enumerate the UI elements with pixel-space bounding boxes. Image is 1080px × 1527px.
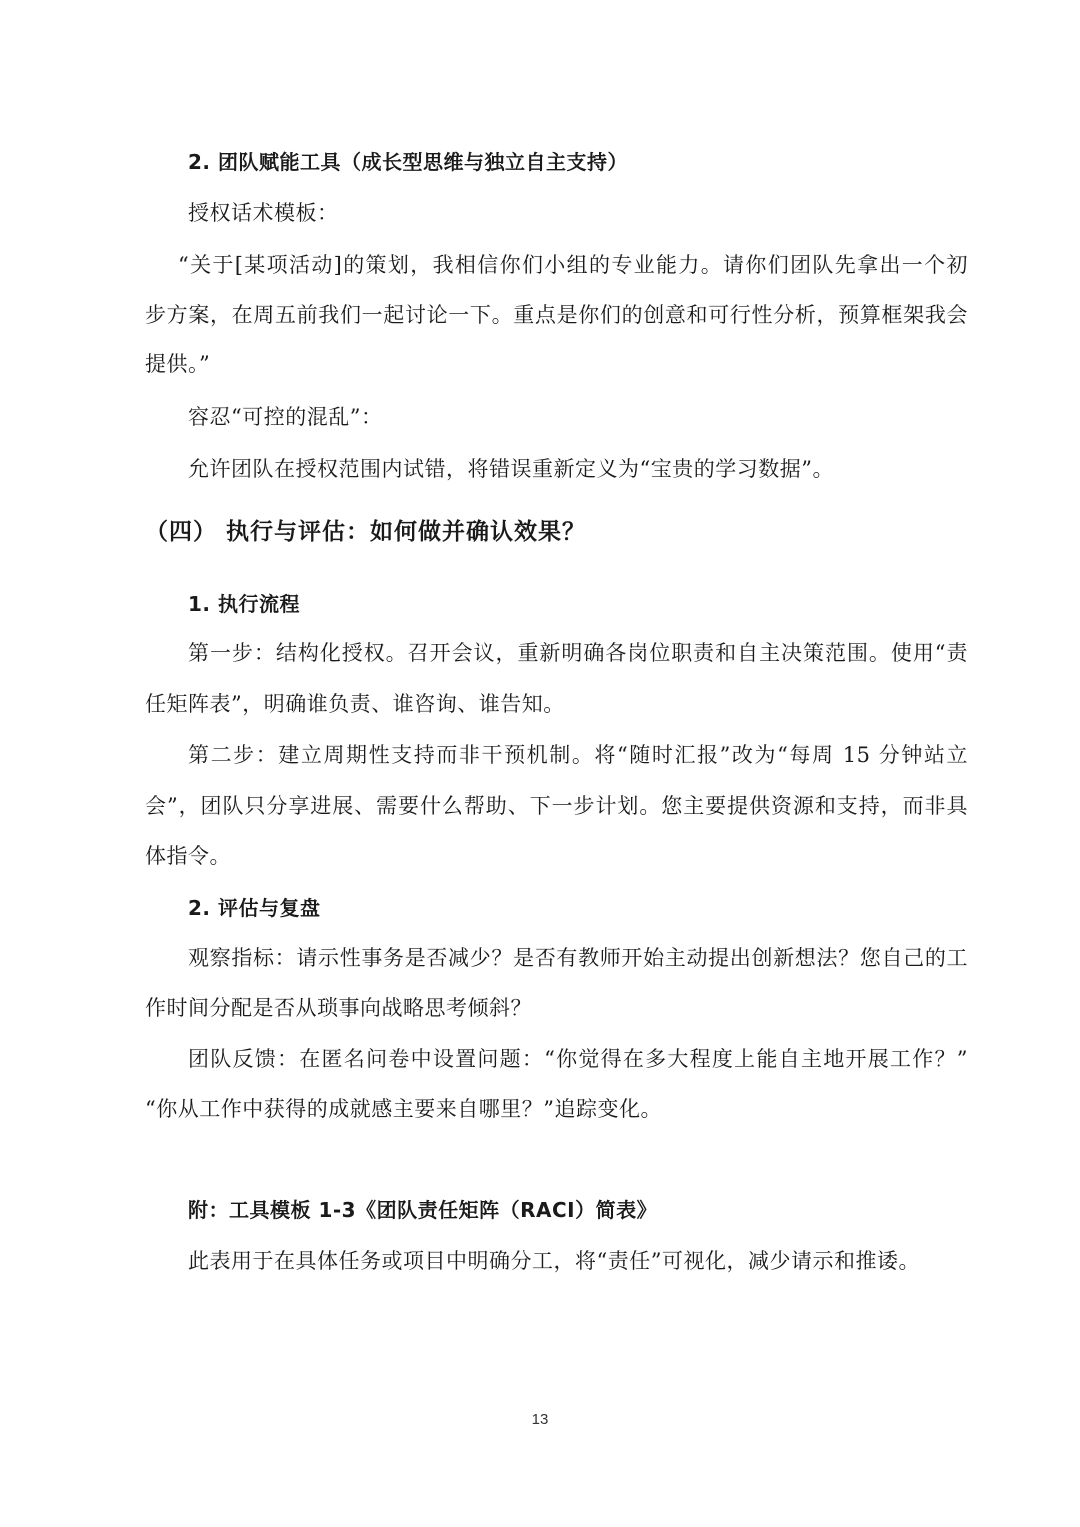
subheading-execution-flow: 1. 执行流程 [188,592,300,616]
tolerate-chaos-label: 容忍“可控的混乱”： [188,405,383,429]
team-feedback-line-1: 团队反馈：在匿名问卷中设置问题：“你觉得在多大程度上能自主地开展工作？” [188,1047,968,1071]
auth-template-quote-line-1: “关于[某项活动]的策划，我相信你们小组的专业能力。请你们团队先拿出一个初 [178,253,968,277]
auth-template-label: 授权话术模板： [188,201,339,225]
step-one-line-2: 任矩阵表”，明确谁负责、谁咨询、谁告知。 [145,692,565,716]
auth-template-quote-line-3: 提供。” [145,352,211,376]
step-two-line-1: 第二步：建立周期性支持而非干预机制。将“随时汇报”改为“每周 15 分钟站立 [188,743,968,767]
step-two-line-3: 体指令。 [145,844,231,868]
tolerate-chaos-text: 允许团队在授权范围内试错，将错误重新定义为“宝贵的学习数据”。 [188,457,834,481]
appendix-heading: 附：工具模板 1-3《团队责任矩阵（RACI）简表》 [188,1198,658,1222]
auth-template-quote-line-2: 步方案，在周五前我们一起讨论一下。重点是你们的创意和可行性分析，预算框架我会 [145,303,968,327]
section-heading-four: （四） 执行与评估：如何做并确认效果？ [145,519,587,545]
observation-indicators-line-2: 作时间分配是否从琐事向战略思考倾斜？ [145,996,532,1020]
subheading-evaluation-review: 2. 评估与复盘 [188,896,321,920]
step-one-line-1: 第一步：结构化授权。召开会议，重新明确各岗位职责和自主决策范围。使用“责 [188,641,968,665]
step-two-line-2: 会”，团队只分享进展、需要什么帮助、下一步计划。您主要提供资源和支持，而非具 [145,794,968,818]
observation-indicators-line-1: 观察指标：请示性事务是否减少？是否有教师开始主动提出创新想法？您自己的工 [188,946,968,970]
subheading-team-enablement-tool: 2. 团队赋能工具（成长型思维与独立自主支持） [188,150,628,174]
page-number: 13 [531,1411,549,1428]
team-feedback-line-2: “你从工作中获得的成就感主要来自哪里？”追踪变化。 [145,1097,662,1121]
appendix-description: 此表用于在具体任务或项目中明确分工，将“责任”可视化，减少请示和推诿。 [188,1249,920,1273]
